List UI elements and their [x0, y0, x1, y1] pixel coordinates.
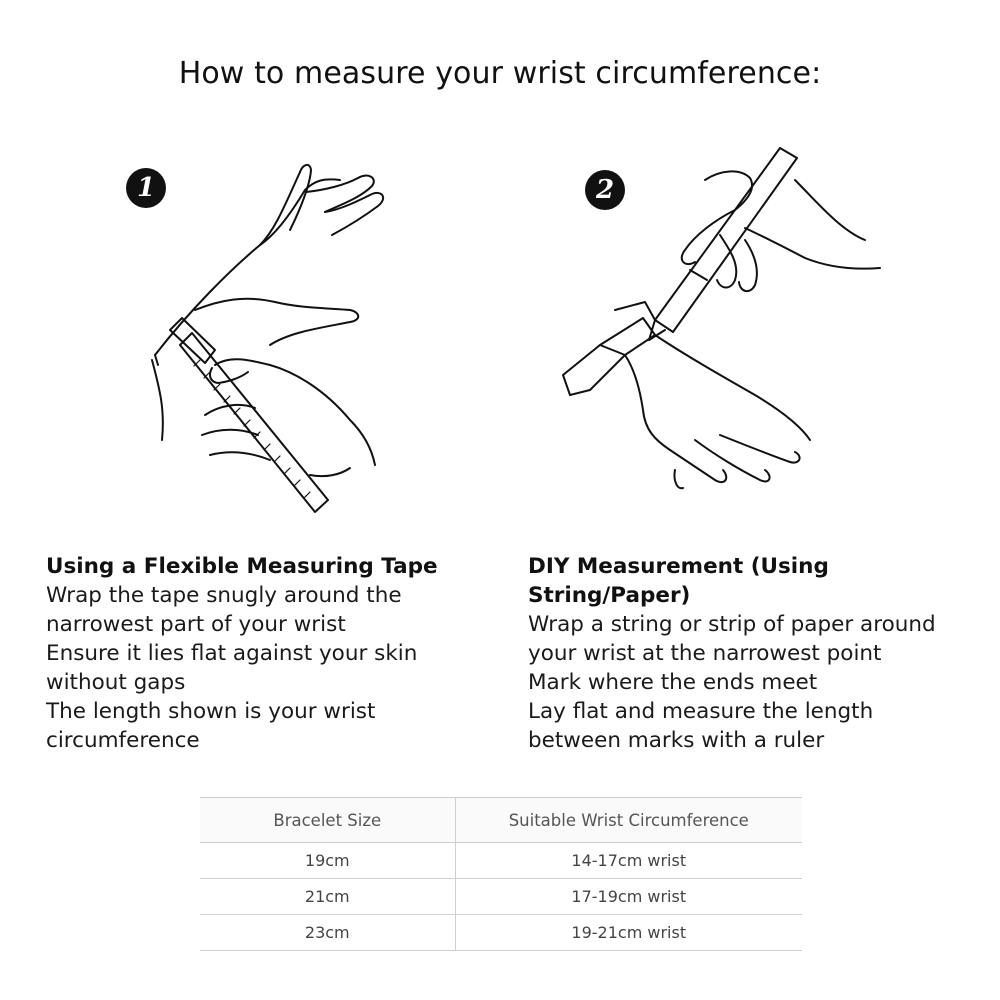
page-title: How to measure your wrist circumference: [178, 56, 822, 91]
header-wrist-circumference: Suitable Wrist Circumference [455, 798, 802, 843]
table-row [200, 843, 802, 879]
table-row [200, 915, 802, 951]
bracelet-size-cell: 19cm [200, 843, 455, 879]
table-header-row [200, 798, 802, 843]
bracelet-size-cell: 21cm [200, 879, 455, 915]
header-bracelet-size: Bracelet Size [200, 798, 455, 843]
step-1-line: circumference [46, 728, 200, 753]
wrist-circumference-cell: 19-21cm wrist [455, 915, 802, 951]
wrist-circumference-cell: 17-19cm wrist [455, 879, 802, 915]
step-2-heading: DIY Measurement (Using String/Paper) [528, 554, 829, 608]
bracelet-size-table [200, 797, 802, 951]
step-2-line: Wrap a string or strip of paper around [528, 612, 936, 637]
step-1-line: Ensure it lies flat against your skin [46, 641, 418, 666]
step-2-line: between marks with a ruler [528, 728, 825, 753]
step-2-number-badge: 2 [585, 170, 625, 210]
step-2-line: Lay flat and measure the length [528, 699, 874, 724]
step-2-line: Mark where the ends meet [528, 670, 818, 695]
bracelet-size-cell: 23cm [200, 915, 455, 951]
step-1-line: narrowest part of your wrist [46, 612, 346, 637]
step-1-number-badge: 1 [126, 168, 166, 208]
step-1-line: Wrap the tape snugly around the [46, 583, 402, 608]
table-row [200, 879, 802, 915]
wrist-circumference-cell: 14-17cm wrist [455, 843, 802, 879]
step-2-instructions [528, 552, 988, 755]
step-1-heading: Using a Flexible Measuring Tape [46, 554, 438, 579]
step-1-line: The length shown is your wrist [46, 699, 376, 724]
step-1-line: without gaps [46, 670, 186, 695]
step-2-line: your wrist at the narrowest point [528, 641, 882, 666]
step-1-instructions [46, 552, 476, 755]
